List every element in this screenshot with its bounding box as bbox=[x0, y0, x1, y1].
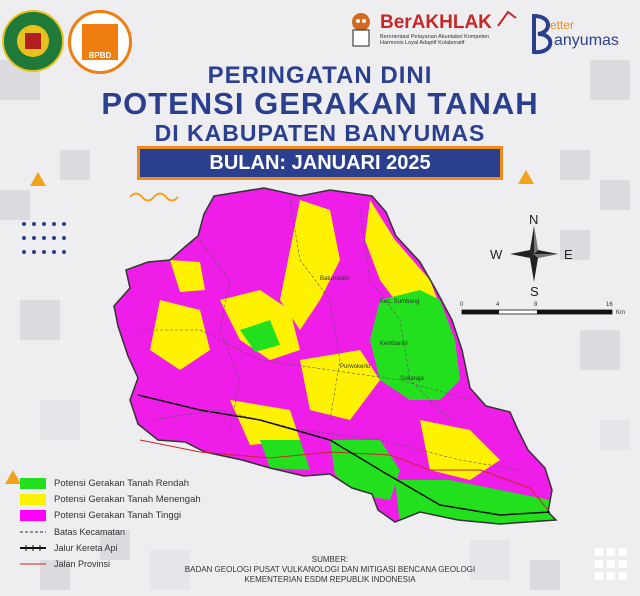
source-line-2: KEMENTERIAN ESDM REPUBLIK INDONESIA bbox=[244, 575, 416, 584]
berakhlak-tagline-2: Harmonis Loyal Adaptif Kolaboratif bbox=[380, 40, 465, 46]
compass-w: W bbox=[490, 247, 503, 262]
legend-item-district-boundary bbox=[20, 527, 201, 537]
bpbd-label: BPBD bbox=[88, 51, 112, 60]
compass-n: N bbox=[529, 212, 539, 227]
legend-swatch-high bbox=[20, 510, 46, 521]
map-label-sumbang: Kec. Sumbang bbox=[380, 299, 420, 305]
scale-tick-8: 8 bbox=[534, 302, 538, 308]
railway-line-icon bbox=[20, 544, 46, 552]
scale-tick-0: 0 bbox=[460, 302, 464, 308]
source-credit bbox=[150, 555, 510, 585]
title-line-3: DI KABUPATEN BANYUMAS bbox=[154, 120, 486, 146]
map-label-sokaraja: Sokaraja bbox=[400, 376, 424, 382]
map-label-baturraden: Baturraden bbox=[320, 276, 350, 282]
banyumas-text: anyumas bbox=[554, 32, 619, 49]
legend-swatch-low bbox=[20, 478, 46, 489]
legend-label-medium: Potensi Gerakan Tanah Menengah bbox=[54, 494, 201, 505]
compass-rose bbox=[488, 212, 580, 298]
scale-unit: Km bbox=[616, 310, 625, 316]
berakhlak-tagline-1: Berorientasi Pelayanan Akuntabel Kompeten bbox=[380, 34, 490, 40]
map-label-kembaran: Kembaran bbox=[380, 341, 408, 347]
legend-item-low bbox=[20, 478, 201, 489]
legend-label-provincial-road: Jalan Provinsi bbox=[54, 559, 111, 569]
berakhlak-title: BerAKHLAK bbox=[380, 12, 492, 33]
road-line-icon bbox=[20, 560, 46, 568]
better-text: etter bbox=[550, 18, 575, 32]
title-line-2: POTENSI GERAKAN TANAH bbox=[101, 86, 539, 121]
legend-label-high: Potensi Gerakan Tanah Tinggi bbox=[54, 510, 182, 521]
legend-item-high bbox=[20, 510, 201, 521]
compass-s: S bbox=[530, 284, 539, 298]
title-line-1: PERINGATAN DINI bbox=[207, 62, 433, 89]
month-banner: BULAN: JANUARI 2025 bbox=[137, 146, 503, 180]
scale-tick-4: 4 bbox=[496, 302, 500, 308]
legend-item-railway bbox=[20, 543, 201, 553]
legend-label-district-boundary: Batas Kecamatan bbox=[54, 527, 126, 537]
scale-bar bbox=[456, 298, 632, 320]
legend-label-railway: Jalur Kereta Api bbox=[54, 543, 118, 553]
legend-item-medium bbox=[20, 494, 201, 505]
source-line-1: BADAN GEOLOGI PUSAT VULKANOLOGI DAN MITIGASI BENCANA GEOLOGI bbox=[184, 565, 476, 574]
map-label-purwokerto: Purwokerto bbox=[340, 364, 371, 370]
source-heading: SUMBER: bbox=[311, 555, 349, 564]
compass-e: E bbox=[564, 247, 573, 262]
legend-label-low: Potensi Gerakan Tanah Rendah bbox=[54, 478, 190, 489]
dashed-line-icon bbox=[20, 528, 46, 536]
scale-tick-16: 16 bbox=[606, 302, 613, 308]
legend-swatch-medium bbox=[20, 494, 46, 505]
